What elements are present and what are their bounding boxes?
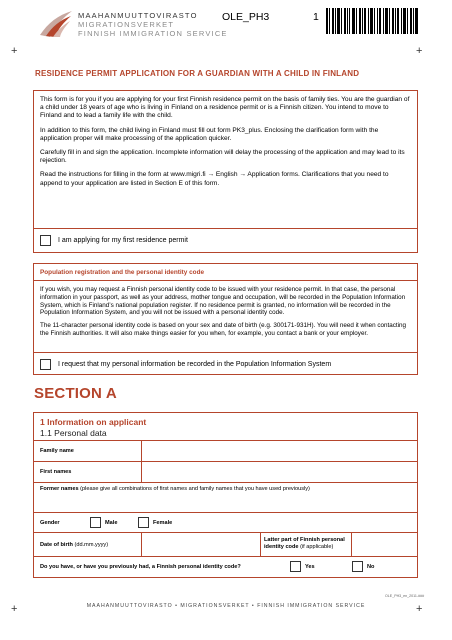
applicant-heading-block [34, 413, 417, 441]
divider [34, 228, 417, 229]
dob-label: Date of birth [40, 542, 73, 548]
no-label: No [367, 564, 375, 570]
intro-box [33, 90, 418, 253]
intro-paragraph: Read the instructions for filling in the form at www.migri.fi → English → Application forms. Clarifications that you need to append to your application are listed in Section E of this form. [40, 171, 389, 187]
id-code-field[interactable] [352, 533, 417, 556]
first-permit-checkbox[interactable] [40, 235, 51, 246]
intro-paragraph: Carefully fill in and sign the application. Incomplete information will delay the processing of the application and may lead to its rejection. [40, 149, 405, 165]
population-record-label: I request that my personal information be recorded in the Population Information System [58, 361, 332, 368]
yes-checkbox[interactable] [290, 561, 301, 572]
page-number: 1 [313, 11, 319, 23]
had-id-code-row [34, 557, 417, 578]
crop-mark: + [11, 603, 18, 615]
org-name [78, 11, 228, 38]
footer: MAAHANMUUTTOVIRASTO • MIGRATIONSVERKET • FINNISH IMMIGRATION SERVICE [86, 603, 366, 609]
dob-row [34, 533, 417, 557]
first-names-field[interactable] [142, 462, 417, 482]
dob-field[interactable] [142, 533, 260, 556]
male-label: Male [105, 520, 118, 526]
footer-form-code: OLE_PH3_en_2011-### [385, 594, 425, 598]
gender-row [34, 513, 417, 533]
applicant-info-box [33, 412, 418, 578]
applicant-heading: 1 Information on applicant [40, 417, 147, 427]
crop-mark: + [416, 603, 423, 615]
section-title: SECTION A [34, 385, 117, 402]
family-name-row [34, 441, 417, 462]
intro-paragraph: This form is for you if you are applying for your first Finnish residence permit on the basis of family ties. You are the guardian of a child under 18 years of age who is living in Finland on a residence permit or is a Finnish citizen. You intend to move to Finland and to lead a family life with the child. [40, 96, 410, 120]
population-paragraph: If you wish, you may request a Finnish personal identity code to be issued with your residence permit. In that case, the personal information in your passport, as well as your address, mother tongue and occupation, will be recorded in the Population Information System, which is Finland’s national population register. If no residence permit is granted, no information will be recorded in the Population Information System, and you will not be issued with a personal identity code. [40, 286, 406, 317]
personal-data-subheading: 1.1 Personal data [40, 428, 107, 438]
barcode-icon [326, 8, 418, 34]
former-names-hint: (please give all combinations of first names and family names that you have used previously) [80, 486, 310, 492]
female-label: Female [153, 520, 173, 526]
gender-label: Gender [40, 520, 60, 526]
population-registration-box [33, 263, 418, 375]
yes-label: Yes [305, 564, 315, 570]
no-checkbox[interactable] [352, 561, 363, 572]
dob-hint: (dd.mm.yyyy) [74, 542, 109, 548]
divider [34, 352, 417, 353]
male-checkbox[interactable] [90, 517, 101, 528]
first-names-row [34, 462, 417, 483]
intro-paragraph: In addition to this form, the child living in Finland must fill out form PK3_plus. Enclosing the clarification form with the application proper will make processing of the application quicker. [40, 126, 379, 142]
crop-mark: + [416, 45, 423, 57]
org-name-sv: MIGRATIONSVERKET [78, 20, 175, 29]
former-names-label: Former names [40, 486, 79, 492]
population-record-option [40, 359, 331, 370]
female-checkbox[interactable] [138, 517, 149, 528]
org-name-en: FINNISH IMMIGRATION SERVICE [78, 29, 228, 38]
header [0, 0, 452, 48]
crop-mark: + [11, 45, 18, 57]
org-name-fi: MAAHANMUUTTOVIRASTO [78, 11, 198, 20]
first-permit-option [40, 235, 188, 246]
family-name-field[interactable] [142, 441, 417, 461]
first-permit-label: I am applying for my first residence permit [58, 237, 188, 244]
population-record-checkbox[interactable] [40, 359, 51, 370]
population-heading: Population registration and the personal identity code [34, 264, 417, 281]
form-code: OLE_PH3 [222, 11, 270, 23]
population-paragraph: The 11-character personal identity code is based on your sex and date of birth (e.g. 300171-931H). You will need it when contacting the Finnish authorities. It will also make things easier for you when, for example, you contact a bank or your employer. [40, 322, 407, 337]
first-names-label: First names [40, 469, 72, 475]
family-name-label: Family name [40, 448, 74, 454]
had-id-code-question: Do you have, or have you previously had, a Finnish personal identity code? [40, 564, 241, 570]
id-code-label: Latter part of Finnish personal identity code [264, 537, 345, 550]
document-title: RESIDENCE PERMIT APPLICATION FOR A GUARDIAN WITH A CHILD IN FINLAND [35, 69, 360, 78]
former-names-row[interactable] [34, 483, 417, 513]
id-code-hint: (if applicable) [300, 544, 334, 550]
migri-logo-icon [38, 9, 74, 39]
